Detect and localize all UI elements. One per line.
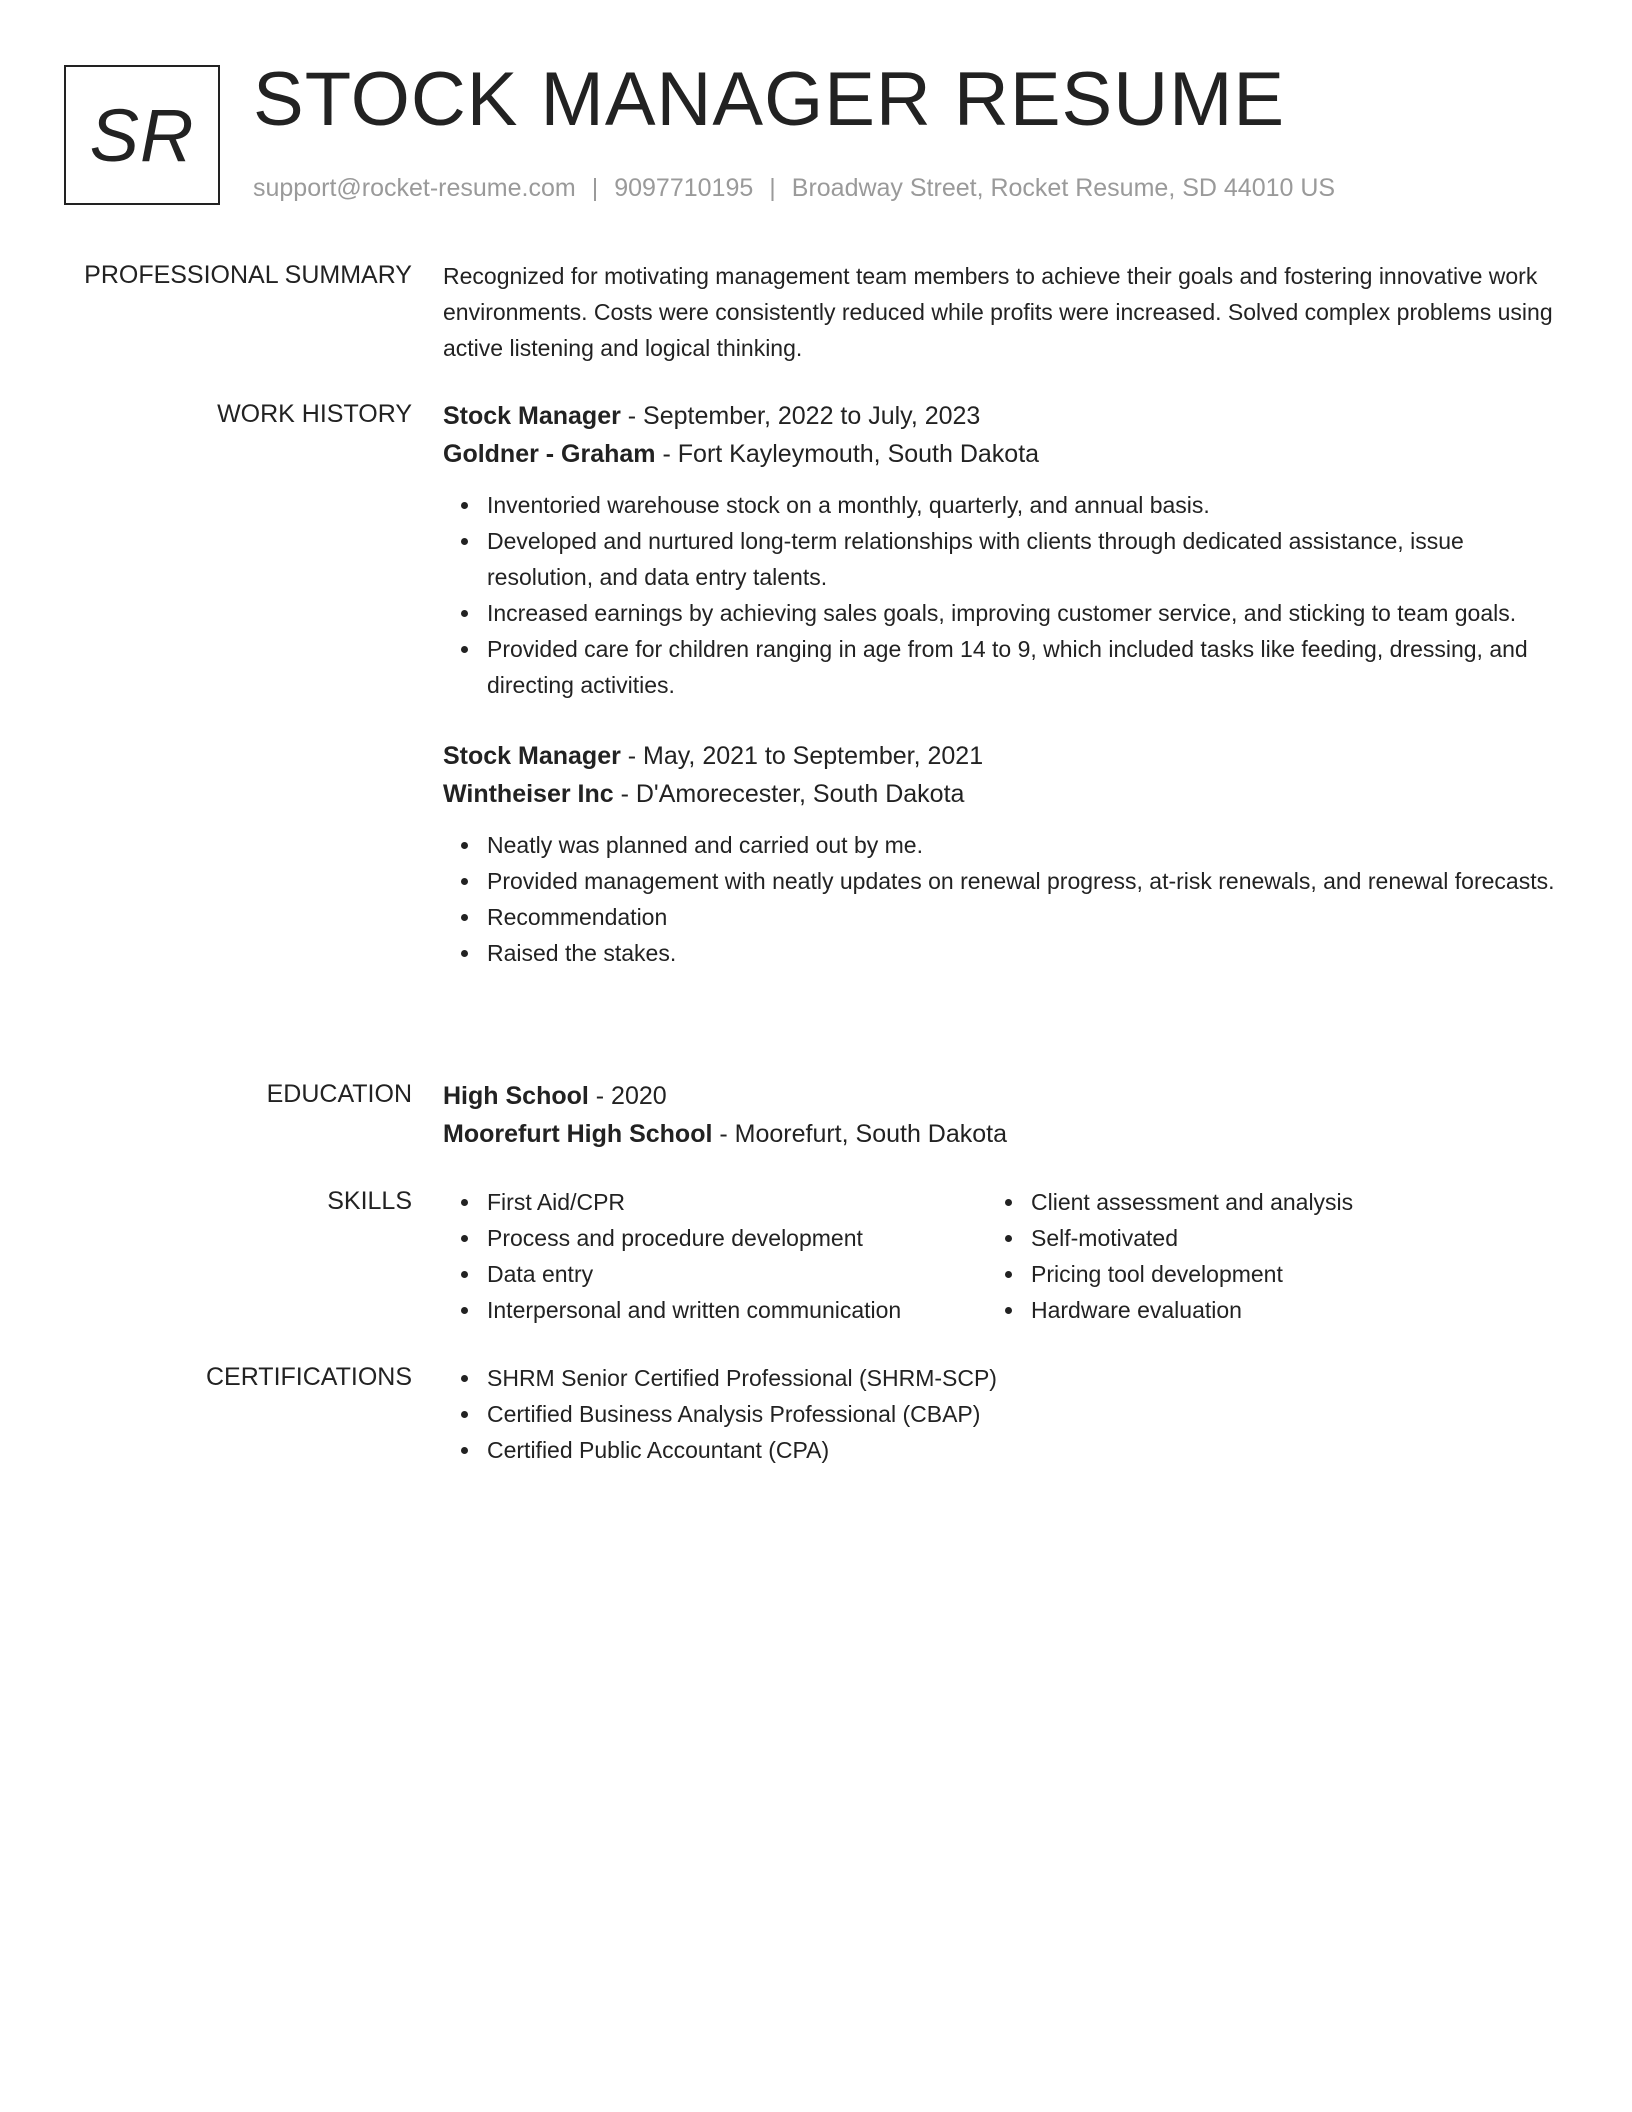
- job-company-line: [443, 775, 1563, 813]
- work-history-body: [443, 397, 1563, 971]
- skill-item: Process and procedure development: [487, 1220, 987, 1256]
- job-location: - D'Amorecester, South Dakota: [613, 780, 965, 808]
- job-dates: - May, 2021 to September, 2021: [620, 742, 984, 770]
- section-label-skills: SKILLS: [327, 1187, 412, 1215]
- section-label-summary: PROFESSIONAL SUMMARY: [84, 261, 412, 289]
- skill-item: Interpersonal and written communication: [487, 1292, 987, 1328]
- section-label-certifications: CERTIFICATIONS: [205, 1363, 412, 1391]
- education-school: Moorefurt High School: [443, 1120, 713, 1148]
- job-company-line: [443, 435, 1563, 473]
- job-company: Wintheiser Inc: [443, 780, 614, 808]
- job-bullet: Provided care for children ranging in age from 14 to 9, which included tasks like feeding, dressing, and directing activities.: [487, 631, 1563, 703]
- skills-columns: [443, 1184, 1563, 1328]
- monogram-logo: SR: [64, 65, 220, 205]
- contact-separator: |: [591, 174, 599, 202]
- job-bullet: Raised the stakes.: [487, 935, 1563, 971]
- contact-line: [253, 174, 1335, 203]
- skill-item: Pricing tool development: [1031, 1256, 1551, 1292]
- certifications-list: [443, 1360, 1563, 1468]
- job-company: Goldner - Graham: [443, 440, 656, 468]
- skill-item: Client assessment and analysis: [1031, 1184, 1551, 1220]
- job-bullet: Increased earnings by achieving sales goals, improving customer service, and sticking to team goals.: [487, 595, 1563, 631]
- skill-item: Data entry: [487, 1256, 987, 1292]
- education-year: - 2020: [588, 1082, 667, 1110]
- education-location: - Moorefurt, South Dakota: [712, 1120, 1008, 1148]
- education-body: [443, 1077, 1563, 1153]
- contact-address: Broadway Street, Rocket Resume, SD 44010 US: [791, 174, 1336, 202]
- summary-text: Recognized for motivating management team members to achieve their goals and fostering innovative work environments. Costs were consistently reduced while profits were increased. Solved complex problems using active listening and logical thinking.: [443, 263, 1553, 361]
- section-label-work-history: WORK HISTORY: [217, 400, 412, 428]
- job-bullet: Neatly was planned and carried out by me.: [487, 827, 1563, 863]
- job-bullet: Provided management with neatly updates on renewal progress, at-risk renewals, and renewal forecasts.: [487, 863, 1563, 899]
- skill-item: Hardware evaluation: [1031, 1292, 1551, 1328]
- section-label-education: EDUCATION: [266, 1080, 412, 1108]
- contact-phone: 9097710195: [614, 174, 754, 202]
- certifications-body: [443, 1360, 1563, 1468]
- certification-item: Certified Public Accountant (CPA): [487, 1432, 1563, 1468]
- job-title-line: [443, 397, 1563, 435]
- job-bullet: Developed and nurtured long-term relationships with clients through dedicated assistance, issue resolution, and data entry talents.: [487, 523, 1563, 595]
- job-bullet: Recommendation: [487, 899, 1563, 935]
- job-bullets: [443, 487, 1563, 703]
- education-degree: High School: [443, 1082, 589, 1110]
- education-school-line: [443, 1115, 1563, 1153]
- job-title: Stock Manager: [443, 402, 621, 430]
- skill-item: First Aid/CPR: [487, 1184, 987, 1220]
- certification-item: Certified Business Analysis Professional (CBAP): [487, 1396, 1563, 1432]
- skill-item: Self-motivated: [1031, 1220, 1551, 1256]
- job-entry: [443, 397, 1563, 703]
- education-degree-line: [443, 1077, 1563, 1115]
- skills-list-left: [443, 1184, 987, 1328]
- job-bullets: [443, 827, 1563, 971]
- job-dates: - September, 2022 to July, 2023: [620, 402, 981, 430]
- job-title-line: [443, 737, 1563, 775]
- skills-body: [443, 1184, 1563, 1328]
- job-bullet: Inventoried warehouse stock on a monthly, quarterly, and annual basis.: [487, 487, 1563, 523]
- job-title: Stock Manager: [443, 742, 621, 770]
- certification-item: SHRM Senior Certified Professional (SHRM-SCP): [487, 1360, 1563, 1396]
- resume-title: STOCK MANAGER RESUME: [253, 57, 1286, 142]
- job-location: - Fort Kayleymouth, South Dakota: [655, 440, 1040, 468]
- contact-email: support@rocket-resume.com: [253, 174, 576, 202]
- contact-separator: |: [769, 174, 776, 202]
- job-entry: [443, 737, 1563, 971]
- skills-list-right: [987, 1184, 1551, 1328]
